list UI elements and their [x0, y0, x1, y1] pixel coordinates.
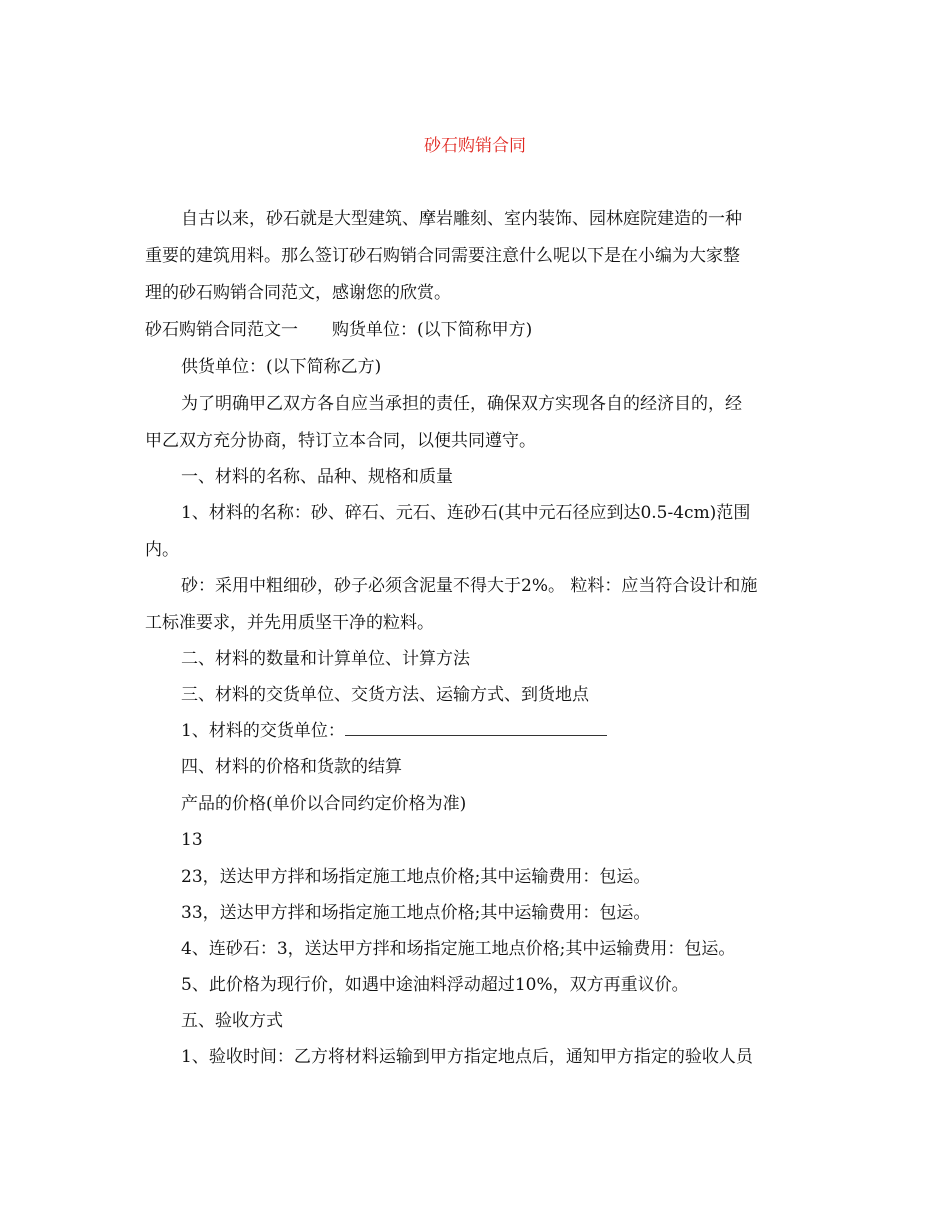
delivery-unit-label: 1、材料的交货单位： [181, 721, 345, 741]
clause-line: 5、此价格为现行价，如遇中途油料浮动超过10%，双方再重议价。 [181, 975, 689, 995]
paragraph-line: 理的砂石购销合同范文，感谢您的欣赏。 [145, 283, 451, 303]
buyer-label: 购货单位：(以下简称甲方) [332, 320, 533, 340]
supplier-line: 供货单位：(以下简称乙方) [181, 357, 382, 377]
clause-line: 1、材料的名称：砂、碎石、元石、连砂石(其中元石径应到达0.5-4cm)范围 [181, 503, 751, 523]
clause-line: 工标准要求，并先用质坚干净的粒料。 [145, 613, 434, 633]
clause-line: 33，送达甲方拌和场指定施工地点价格;其中运输费用：包运。 [181, 903, 651, 923]
fill-in-blank [345, 720, 607, 736]
clause-line: 23，送达甲方拌和场指定施工地点价格;其中运输费用：包运。 [181, 867, 651, 887]
clause-heading: 五、验收方式 [181, 1011, 283, 1031]
clause-heading: 四、材料的价格和货款的结算 [181, 757, 402, 777]
clause-line: 砂：采用中粗细砂，砂子必须含泥量不得大于2%。 粒料：应当符合设计和施 [181, 576, 758, 596]
section-heading: 砂石购销合同范文一 [145, 320, 298, 340]
delivery-unit-line [181, 719, 846, 743]
clause-line: 产品的价格(单价以合同约定价格为准) [181, 794, 467, 814]
paragraph-line: 甲乙双方充分协商，特订立本合同，以便共同遵守。 [145, 431, 536, 451]
clause-line: 4、连砂石：3，送达甲方拌和场指定施工地点价格;其中运输费用：包运。 [181, 939, 736, 959]
paragraph-line: 为了明确甲乙双方各自应当承担的责任，确保双方实现各自的经济目的，经 [181, 394, 742, 414]
paragraph-line: 重要的建筑用料。那么签订砂石购销合同需要注意什么呢以下是在小编为大家整 [145, 246, 740, 266]
clause-heading: 一、材料的名称、品种、规格和质量 [181, 467, 453, 487]
clause-heading: 二、材料的数量和计算单位、计算方法 [181, 649, 470, 669]
clause-heading: 三、材料的交货单位、交货方法、运输方式、到货地点 [181, 685, 589, 705]
paragraph-line: 自古以来，砂石就是大型建筑、摩岩雕刻、室内装饰、园林庭院建造的一种 [181, 209, 742, 229]
document-title: 砂石购销合同 [424, 136, 526, 156]
clause-line: 13 [181, 830, 203, 850]
clause-line: 1、验收时间：乙方将材料运输到甲方指定地点后，通知甲方指定的验收人员 [181, 1047, 753, 1067]
section-heading-line [145, 318, 810, 342]
clause-line: 内。 [145, 540, 179, 560]
